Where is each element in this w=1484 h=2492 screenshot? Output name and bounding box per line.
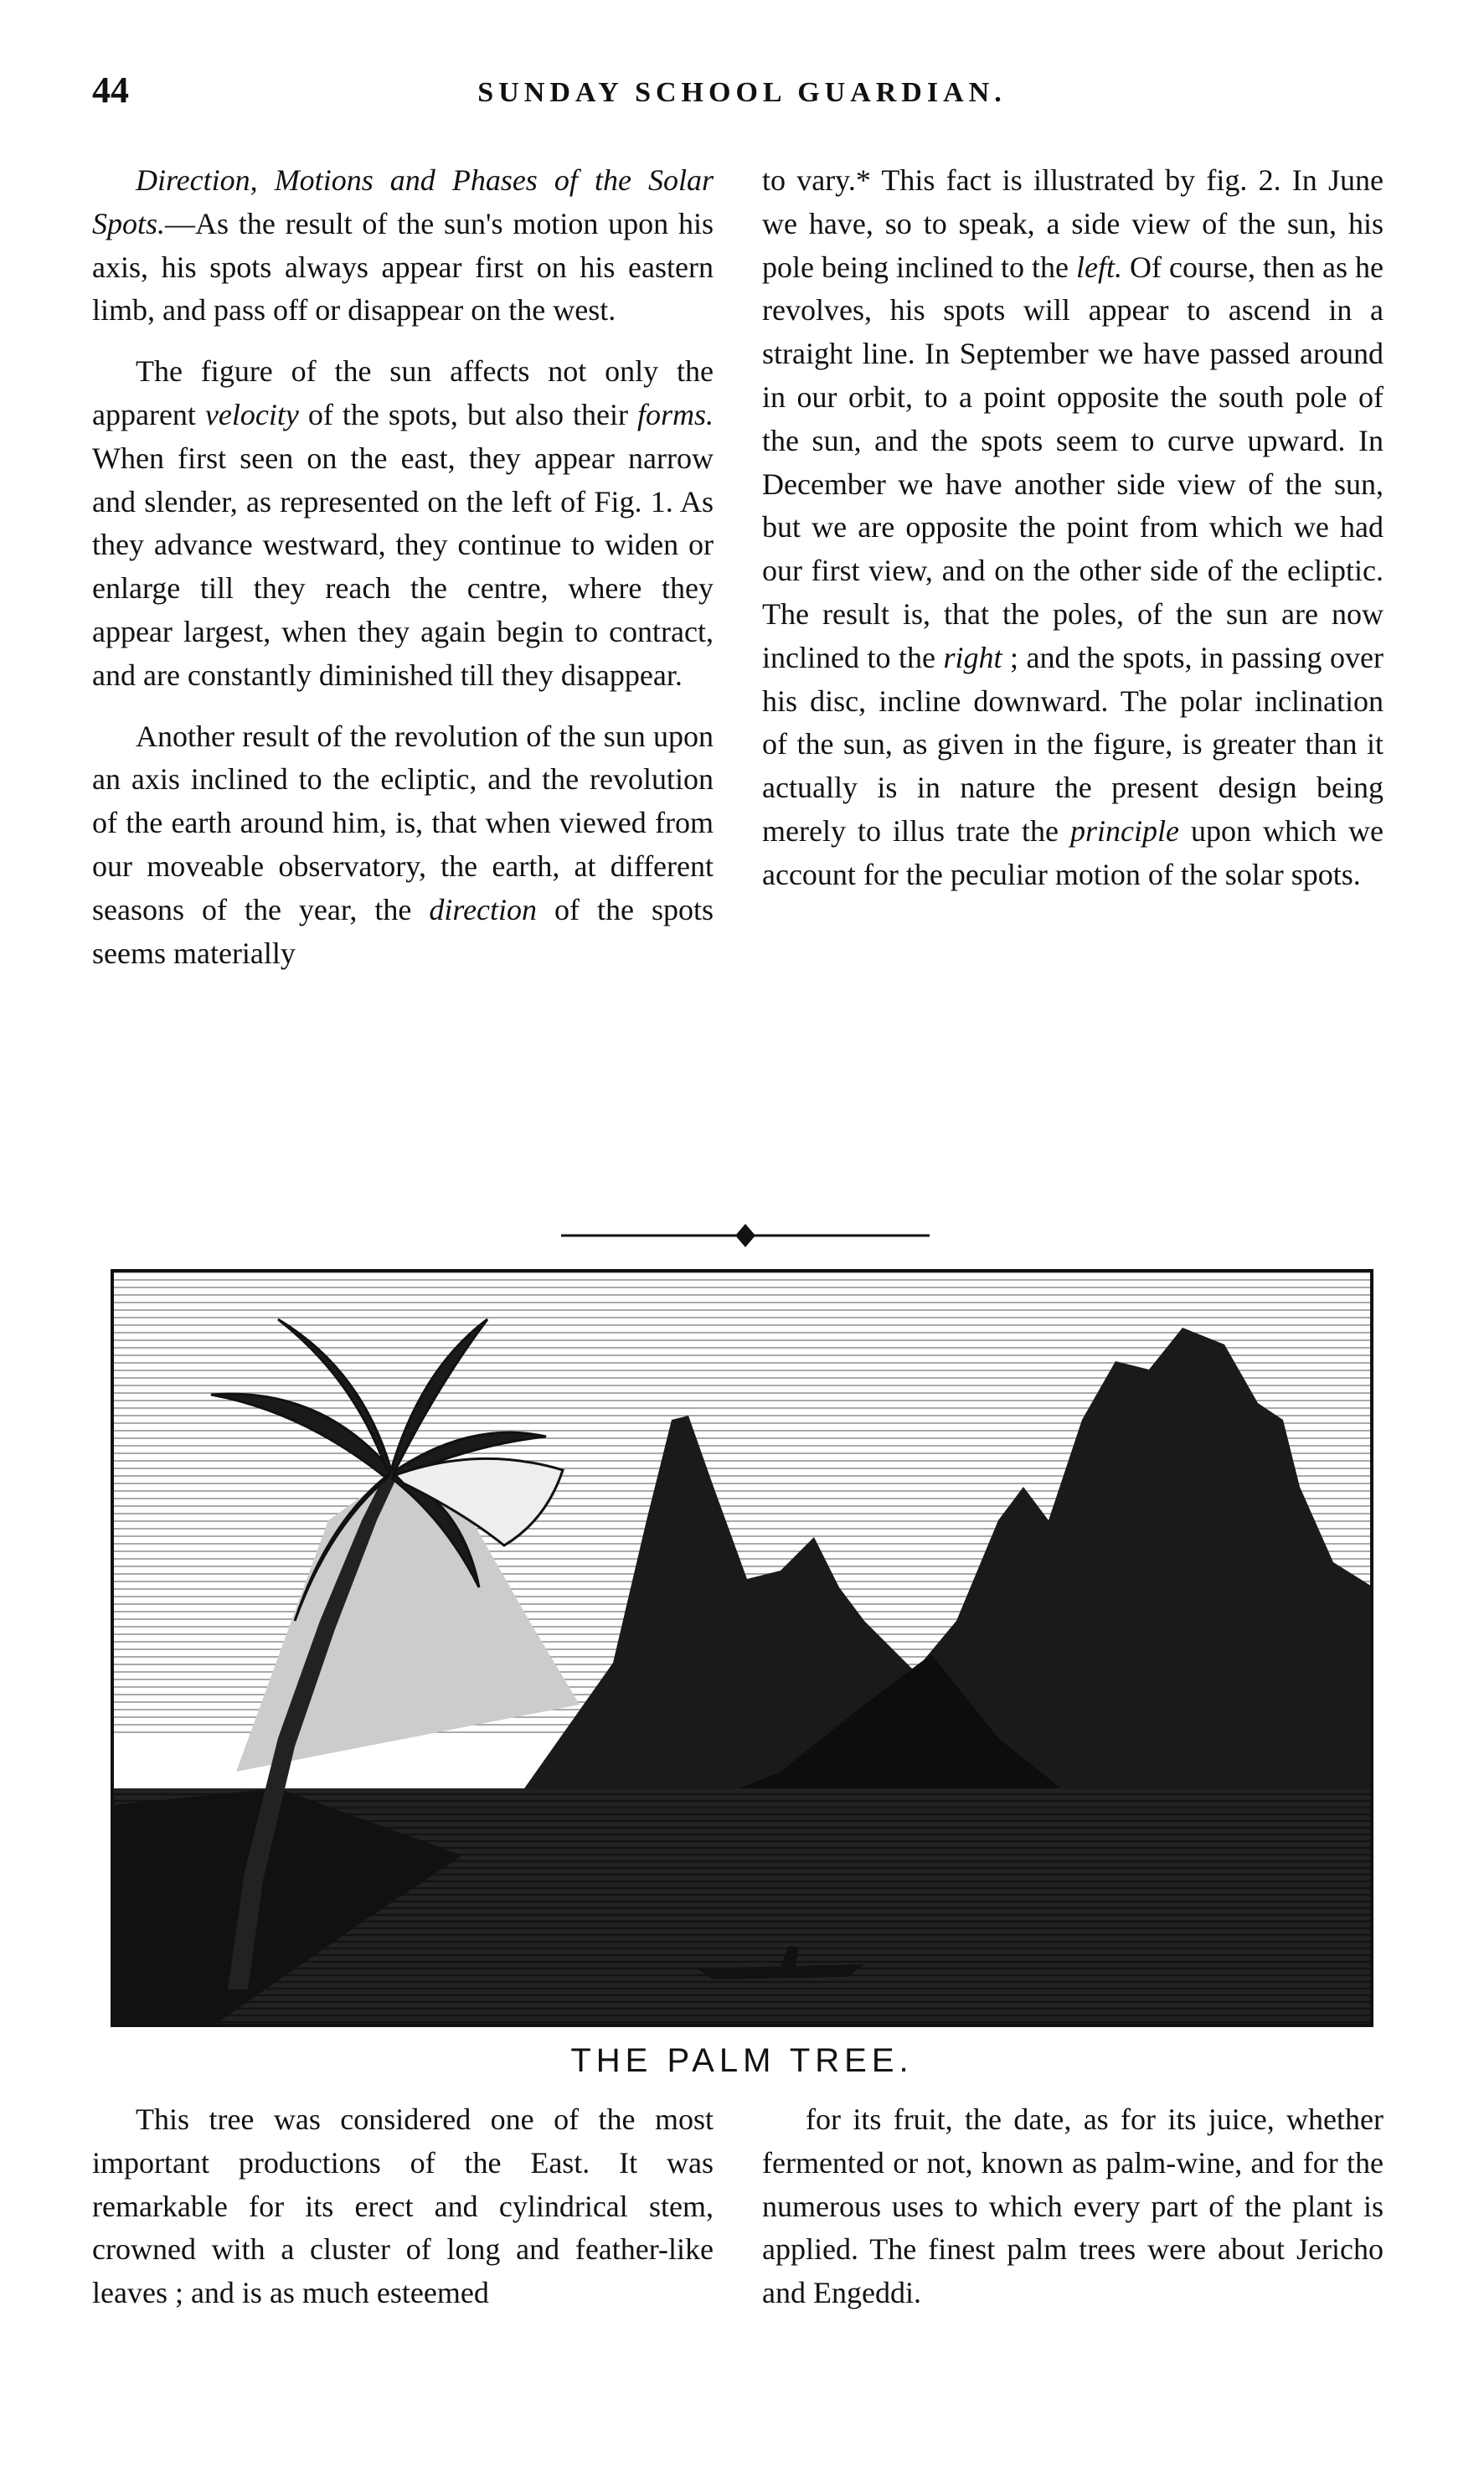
journal-title: SUNDAY SCHOOL GUARDIAN.	[477, 77, 1007, 108]
article-column-left	[92, 159, 714, 993]
illustration-caption: THE PALM TREE.	[570, 2042, 914, 2079]
italic-term: principle	[1069, 813, 1179, 848]
article-paragraph	[92, 350, 714, 697]
section-heading: Direction, Motions and Phases of the Solar Spots.	[92, 163, 714, 240]
italic-term: direction	[429, 892, 538, 926]
ornament-divider	[561, 1219, 930, 1252]
palm-paragraph: This tree was considered one of the most important productions of the East. It was remarkable for its erect and cylindrical stem, crowned with a cluster of long and feather-like leaves ; and is as much esteemed	[92, 2102, 714, 2310]
italic-term: left.	[1076, 250, 1122, 284]
paragraph-text: to vary.* This fact is illustrated by fig. 2. In June we have, so to speak, a side view of the sun, his pole being inclined to the	[762, 163, 1384, 284]
italic-term: forms.	[636, 397, 714, 431]
paragraph-text: —As the result of the sun's motion upon his axis, his spots always appear first on his eastern limb, and pass off or disappear on the west.	[92, 206, 714, 328]
paragraph-text: Another result of the revolution of the sun upon an axis inclined to the ecliptic, and the revolution of the earth around him, is, that when viewed from our moveable observatory, the earth, at different seasons of the year, the	[92, 719, 714, 926]
paragraph-text: ; and the spots, in passing over his disc, incline downward. The polar inclination of the sun, as given in the figure, is greater than it actually is in nature the present design being merely to illus trate the	[762, 640, 1384, 848]
paragraph-text: The figure of the sun affects not only the apparent	[92, 354, 714, 431]
palm-column-right	[762, 2098, 1384, 2315]
article-paragraph	[92, 159, 714, 333]
page-number: 44	[92, 70, 129, 111]
italic-term: velocity	[204, 397, 299, 431]
paragraph-text: When first seen on the east, they appear narrow and slender, as represented on the left of Fig. 1. As they advance westward, they continue to widen or enlarge till they reach the centre, where they appear largest, when they again begin to contract, and are constantly diminished till they disappear.	[92, 441, 714, 692]
article-paragraph	[92, 715, 714, 976]
paragraph-text: of the spots seems materially	[92, 892, 714, 970]
palm-paragraph: for its fruit, the date, as for its juice, whether fermented or not, known as palm-wine, and for the numerous uses to which every part of the plant is applied. The finest palm trees were about Jericho and Engeddi.	[762, 2102, 1384, 2310]
palm-column-left	[92, 2098, 714, 2315]
palm-tree-engraving	[111, 1269, 1373, 2027]
article-column-right	[762, 159, 1384, 915]
paragraph-text: upon which we account for the peculiar motion of the solar spots.	[762, 813, 1384, 891]
article-paragraph	[762, 159, 1384, 897]
paragraph-text: Of course, then as he revolves, his spots will appear to ascend in a straight line. In September we have passed around in our orbit, to a point opposite the south pole of the sun, and the spots seem to curve upward. In December we have another side view of the sun, but we are opposite the point from which we had our first view, and on the other side of the ecliptic. The result is, that the poles, of the sun are now inclined to the	[762, 250, 1384, 674]
running-head	[92, 69, 1392, 119]
paragraph-text: of the spots, but also their	[298, 397, 637, 431]
italic-term: right	[943, 640, 1002, 674]
